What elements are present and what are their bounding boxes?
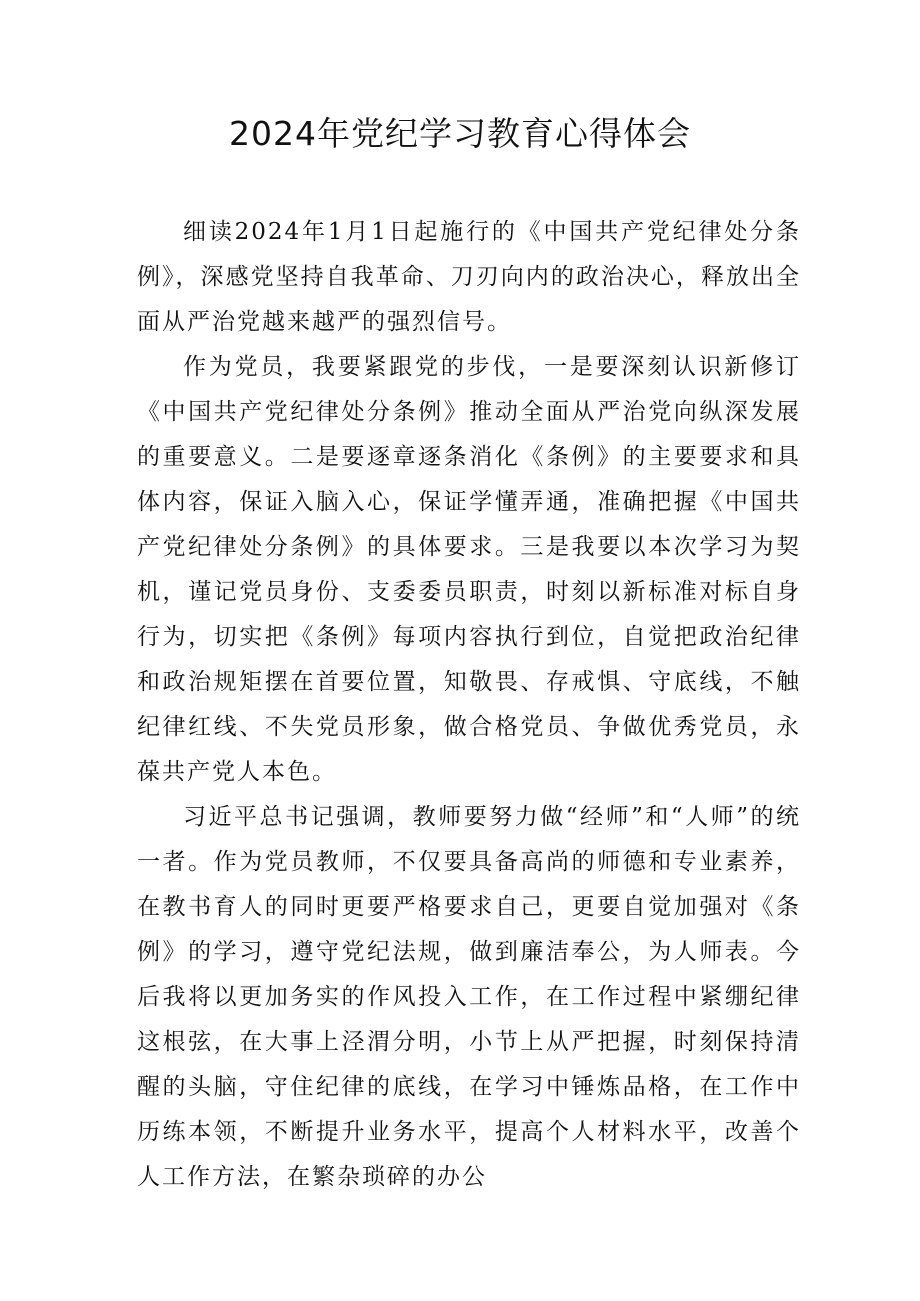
document-body <box>137 210 801 1200</box>
document-title: 2024年党纪学习教育心得体会 <box>229 114 691 153</box>
paragraph-1: 细读2024年1月1日起施行的《中国共产党纪律处分条例》，深感党坚持自我革命、刀刃向内的政治决心，释放出全面从严治党越来越严的强烈信号。 <box>137 219 801 335</box>
paragraph-3: 习近平总书记强调，教师要努力做“经师”和“人师”的统一者。作为党员教师，不仅要具备高尚的师德和专业素养，在教书育人的同时更要严格要求自己，更要自觉加强对《条例》的学习，遵守党纪法规，做到廉洁奉公，为人师表。今后我将以更加务实的作风投入工作，在工作过程中紧绷纪律这根弦，在大事上泾渭分明，小节上从严把握，时刻保持清醒的头脑，守住纪律的底线，在学习中锤炼品格，在工作中历练本领，不断提升业务水平，提高个人材料水平，改善个人工作方法，在繁杂琐碎的办公 <box>137 804 801 1190</box>
paragraph-2: 作为党员，我要紧跟党的步伐，一是要深刻认识新修订《中国共产党纪律处分条例》推动全面从严治党向纵深发展的重要意义。二是要逐章逐条消化《条例》的主要要求和具体内容，保证入脑入心，保证学懂弄通，准确把握《中国共产党纪律处分条例》的具体要求。三是我要以本次学习为契机，谨记党员身份、支委委员职责，时刻以新标准对标自身行为，切实把《条例》每项内容执行到位，自觉把政治纪律和政治规矩摆在首要位置，知敬畏、存戒惧、守底线，不触纪律红线、不失党员形象，做合格党员、争做优秀党员，永葆共产党人本色。 <box>137 354 801 785</box>
